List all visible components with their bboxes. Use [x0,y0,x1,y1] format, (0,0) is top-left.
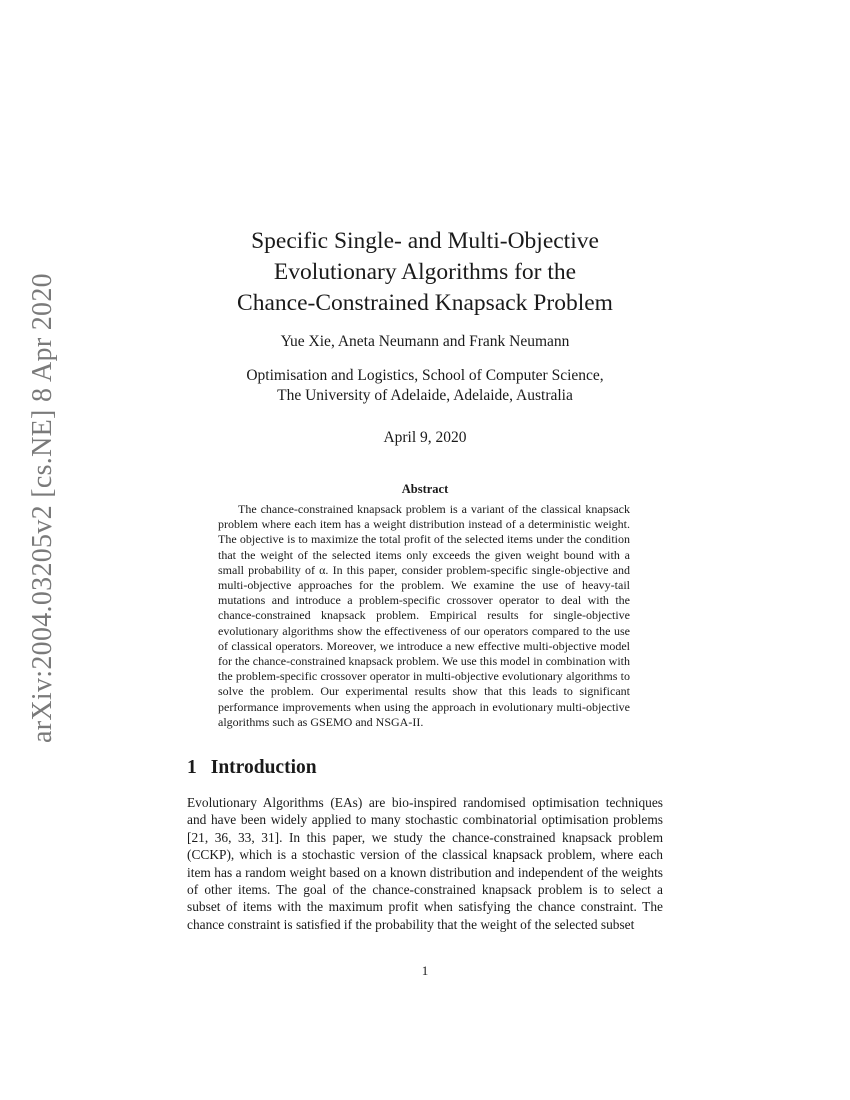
affiliation-line: Optimisation and Logistics, School of Computer Science, [246,367,604,384]
affiliation-line: The University of Adelaide, Adelaide, Australia [277,387,573,404]
title-line: Chance-Constrained Knapsack Problem [237,290,613,316]
section-heading [187,757,317,779]
title-line: Evolutionary Algorithms for the [273,259,577,285]
introduction-paragraph: Evolutionary Algorithms (EAs) are bio-inspired randomised optimisation techniques and have been widely applied to many stochastic combinatorial optimisation problems [21, 36, 33, 31]. In this paper, we study the chance-constrained knapsack problem (CCKP), which is a stochastic version of the classical knapsack problem, where each item has a random weight based on a known distribution and independent of the weights of other items. The goal of the chance-constrained knapsack problem is to select a subset of items with the maximum profit when satisfying the chance constraint. The chance constraint is satisfied if the probability that the weight of the selected subset [187,795,663,932]
paper-title [187,226,663,319]
section-title: Introduction [210,757,317,778]
paper-date: April 9, 2020 [383,429,467,446]
abstract-heading: Abstract [401,482,449,496]
section-number: 1 [187,757,197,778]
title-line: Specific Single- and Multi-Objective [251,228,599,254]
page-number: 1 [421,963,429,978]
affiliation [187,366,663,406]
arxiv-identifier: arXiv:2004.03205v2 [cs.NE] 8 Apr 2020 [27,273,58,743]
abstract-text: The chance-constrained knapsack problem is a variant of the classical knapsack problem where each item has a weight distribution instead of a deterministic weight. The objective is to maximize the total profit of the selected items under the condition that the weight of the selected items only exceeds the given weight bound with a small probability of α. In this paper, consider problem-specific single-objective and multi-objective approaches for the problem. We examine the use of heavy-tail mutations and introduce a problem-specific crossover operator to deal with the chance-constrained knapsack problem. Empirical results for single-objective evolutionary algorithms show the effectiveness of our operators compared to the use of classical operators. Moreover, we introduce a new effective multi-objective model for the chance-constrained knapsack problem. We use this model in combination with the problem-specific crossover operator in multi-objective evolutionary algorithms to solve the problem. Our experimental results show that this leads to significant performance improvements when using the approach in evolutionary multi-objective algorithms such as GSEMO and NSGA-II. [218,502,630,729]
author-list: Yue Xie, Aneta Neumann and Frank Neumann [280,333,570,350]
